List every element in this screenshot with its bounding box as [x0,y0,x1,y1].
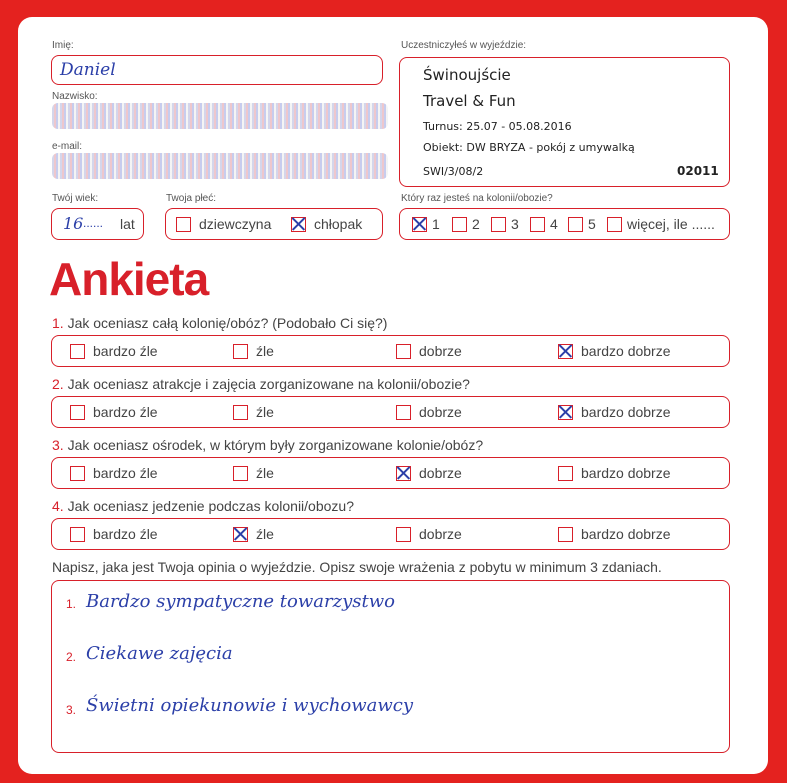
times-2-label: 2 [472,216,480,232]
times-5-checkbox[interactable] [568,217,583,232]
times-1-label: 1 [432,216,440,232]
times-4-label: 4 [550,216,558,232]
trip-number: 02011 [677,164,719,178]
question-4-option-3-checkbox[interactable] [396,527,411,542]
trip-ticket [399,57,730,187]
question-2-option-2-checkbox[interactable] [233,405,248,420]
opinion-line-3-text: Świetni opiekunowie i wychowawcy [86,695,414,716]
question-3-label: Jak oceniasz ośrodek, w którym były zorganizowane kolonie/obóz? [67,437,484,453]
opinion-line-1-number: 1. [66,597,77,611]
question-2-options [51,396,730,428]
times-more-label: więcej, ile ...... [627,216,715,232]
gender-female-label: dziewczyna [199,216,272,232]
participant-label: Uczestniczyłeś w wyjeździe: [401,40,527,51]
times-4-checkbox[interactable] [530,217,545,232]
question-3-option-2-label: źle [256,465,274,481]
question-2-number: 2. [52,376,64,392]
question-1-number: 1. [52,315,64,331]
question-4-option-1-checkbox[interactable] [70,527,85,542]
name-label: Imię: [52,40,74,51]
question-3-text [52,437,483,453]
question-1-label: Jak oceniasz całą kolonię/obóz? (Podobało Ci się?) [67,315,388,331]
opinion-line-2-text: Ciekawe zajęcia [86,643,233,664]
surname-field-redacted [52,103,388,129]
opinion-line-3-number: 3. [66,703,77,717]
question-3-option-4-label: bardzo dobrze [581,465,671,481]
name-value: Daniel [60,60,116,80]
question-1-option-4-checkbox[interactable] [558,344,573,359]
surname-label: Nazwisko: [52,91,98,102]
question-2-option-3-label: dobrze [419,404,462,420]
question-2-option-4-checkbox[interactable] [558,405,573,420]
times-group [399,208,730,240]
email-field-redacted [52,153,388,179]
trip-name: Travel & Fun [423,92,516,110]
question-1-option-3-checkbox[interactable] [396,344,411,359]
trip-place: Świnoujście [423,66,511,84]
question-3-option-3-label: dobrze [419,465,462,481]
question-1-option-4-label: bardzo dobrze [581,343,671,359]
question-1-options [51,335,730,367]
question-3-option-1-label: bardzo źle [93,465,158,481]
question-3-option-1-checkbox[interactable] [70,466,85,481]
opinion-line-2-number: 2. [66,650,77,664]
age-unit: lat [120,216,135,232]
opinion-prompt: Napisz, jaka jest Twoja opinia o wyjeździe. Opisz swoje wrażenia z pobytu w minimum 3 zdaniach. [52,559,662,575]
gender-male-checkbox[interactable] [291,217,306,232]
question-2-text [52,376,470,392]
question-2-label: Jak oceniasz atrakcje i zajęcia zorganizowane na kolonii/obozie? [67,376,470,392]
question-2-option-2-label: źle [256,404,274,420]
question-4-option-3-label: dobrze [419,526,462,542]
question-4-options [51,518,730,550]
question-2-option-1-label: bardzo źle [93,404,158,420]
question-2-option-3-checkbox[interactable] [396,405,411,420]
times-1-checkbox[interactable] [412,217,427,232]
question-1-text [52,315,387,331]
trip-obiekt: Obiekt: DW BRYZA - pokój z umywalką [423,141,635,154]
question-3-option-3-checkbox[interactable] [396,466,411,481]
gender-male-label: chłopak [314,216,363,232]
trip-turnus: Turnus: 25.07 - 05.08.2016 [423,120,572,133]
name-field[interactable] [51,55,383,85]
opinion-line-1-text: Bardzo sympatyczne towarzystwo [86,591,395,612]
question-4-label: Jak oceniasz jedzenie podczas kolonii/obozu? [67,498,354,514]
question-4-option-4-checkbox[interactable] [558,527,573,542]
question-4-number: 4. [52,498,64,514]
gender-female-checkbox[interactable] [176,217,191,232]
age-dots: ...... [83,216,104,230]
question-1-option-3-label: dobrze [419,343,462,359]
survey-title: Ankieta [49,253,209,305]
times-3-checkbox[interactable] [491,217,506,232]
age-label: Twój wiek: [52,193,99,204]
question-3-number: 3. [52,437,64,453]
trip-code: SWI/3/08/2 [423,165,484,178]
question-3-option-2-checkbox[interactable] [233,466,248,481]
question-2-option-4-label: bardzo dobrze [581,404,671,420]
question-2-option-1-checkbox[interactable] [70,405,85,420]
question-4-option-2-label: źle [256,526,274,542]
question-4-option-2-checkbox[interactable] [233,527,248,542]
gender-group [165,208,383,240]
age-field[interactable] [51,208,144,240]
question-3-options [51,457,730,489]
times-2-checkbox[interactable] [452,217,467,232]
question-4-option-1-label: bardzo źle [93,526,158,542]
question-1-option-1-label: bardzo źle [93,343,158,359]
times-label: Który raz jesteś na kolonii/obozie? [401,193,553,204]
gender-label: Twoja płeć: [166,193,217,204]
question-4-text [52,498,354,514]
question-1-option-1-checkbox[interactable] [70,344,85,359]
age-value: 16 [63,214,84,233]
question-1-option-2-label: źle [256,343,274,359]
question-3-option-4-checkbox[interactable] [558,466,573,481]
opinion-box[interactable] [51,580,730,753]
times-5-label: 5 [588,216,596,232]
question-1-option-2-checkbox[interactable] [233,344,248,359]
email-label: e-mail: [52,141,83,152]
times-more-checkbox[interactable] [607,217,622,232]
times-3-label: 3 [511,216,519,232]
question-4-option-4-label: bardzo dobrze [581,526,671,542]
